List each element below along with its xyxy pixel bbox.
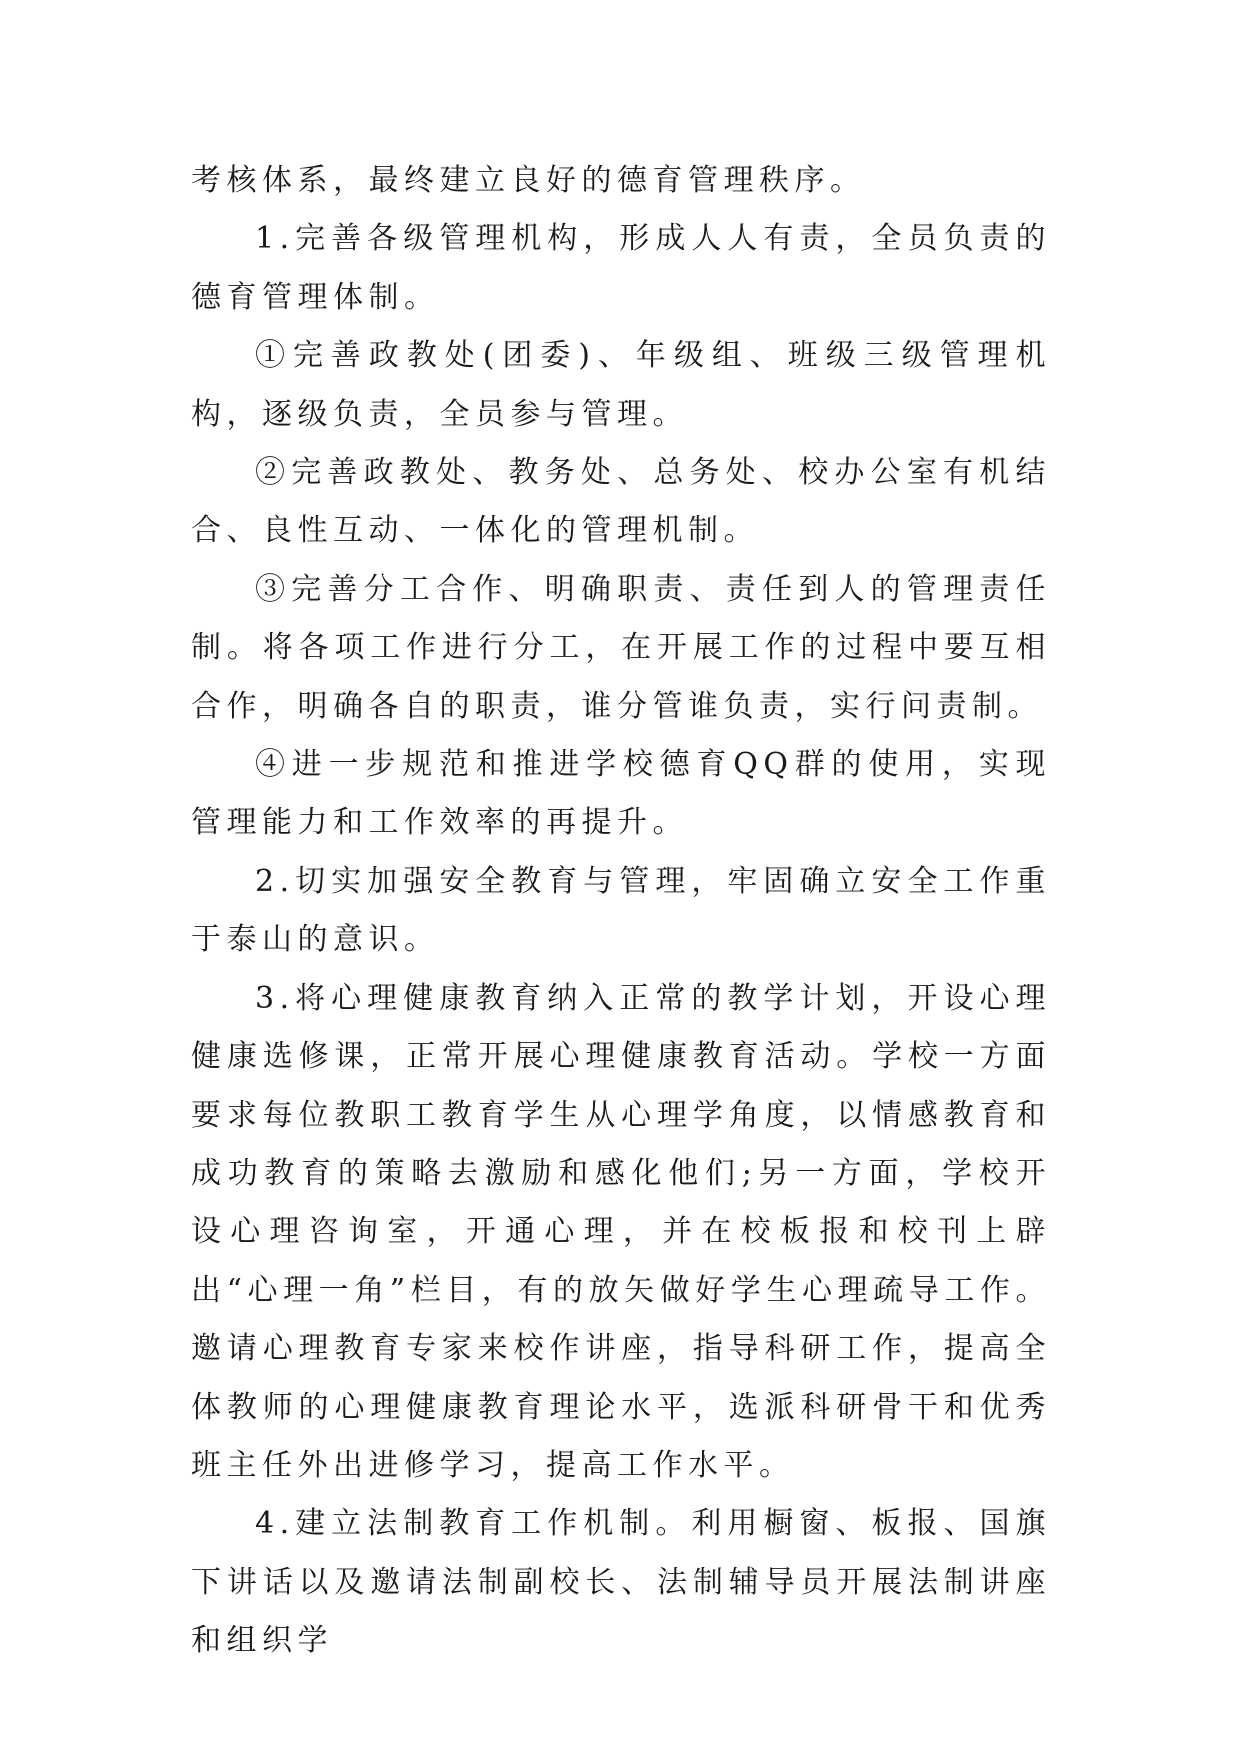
paragraph-item-1: 1.完善各级管理机构，形成人人有责，全员负责的德育管理体制。: [191, 221, 1051, 315]
paragraph-subitem-2: ②完善政教处、教务处、总务处、校办公室有机结合、良性互动、一体化的管理机制。: [191, 455, 1051, 549]
paragraph-subitem-3: ③完善分工合作、明确职责、责任到人的管理责任制。将各项工作进行分工，在开展工作的过程中要互相合作，明确各自的职责，谁分管谁负责，实行问责制。: [191, 571, 1051, 724]
document-body: [191, 152, 1051, 1671]
paragraph-item-2: 2.切实加强安全教育与管理，牢固确立安全工作重于泰山的意识。: [191, 863, 1051, 958]
paragraph-continuation: 考核体系，最终建立良好的德育管理秩序。: [191, 163, 866, 198]
paragraph-subitem-4: ④进一步规范和推进学校德育QQ群的使用，实现管理能力和工作效率的再提升。: [191, 747, 1051, 841]
paragraph-item-4: 4.建立法制教育工作机制。利用橱窗、板报、国旗下讲话以及邀请法制副校长、法制辅导员开展法制讲座和组织学: [191, 1506, 1051, 1659]
paragraph-item-3: 3.将心理健康教育纳入正常的教学计划，开设心理健康选修课，正常开展心理健康教育活动。学校一方面要求每位教职工教育学生从心理学角度，以情感教育和成功教育的策略去激励和感化他们;另一方面，学校开设心理咨询室，开通心理，并在校板报和校刊上辟出“心理一角”栏目，有的放矢做好学生心理疏导工作。邀请心理教育专家来校作讲座，指导科研工作，提高全体教师的心理健康教育理论水平，选派科研骨干和优秀班主任外出进修学习，提高工作水平。: [191, 980, 1051, 1483]
paragraph-subitem-1: ①完善政教处(团委)、年级组、班级三级管理机构，逐级负责，全员参与管理。: [191, 338, 1051, 432]
